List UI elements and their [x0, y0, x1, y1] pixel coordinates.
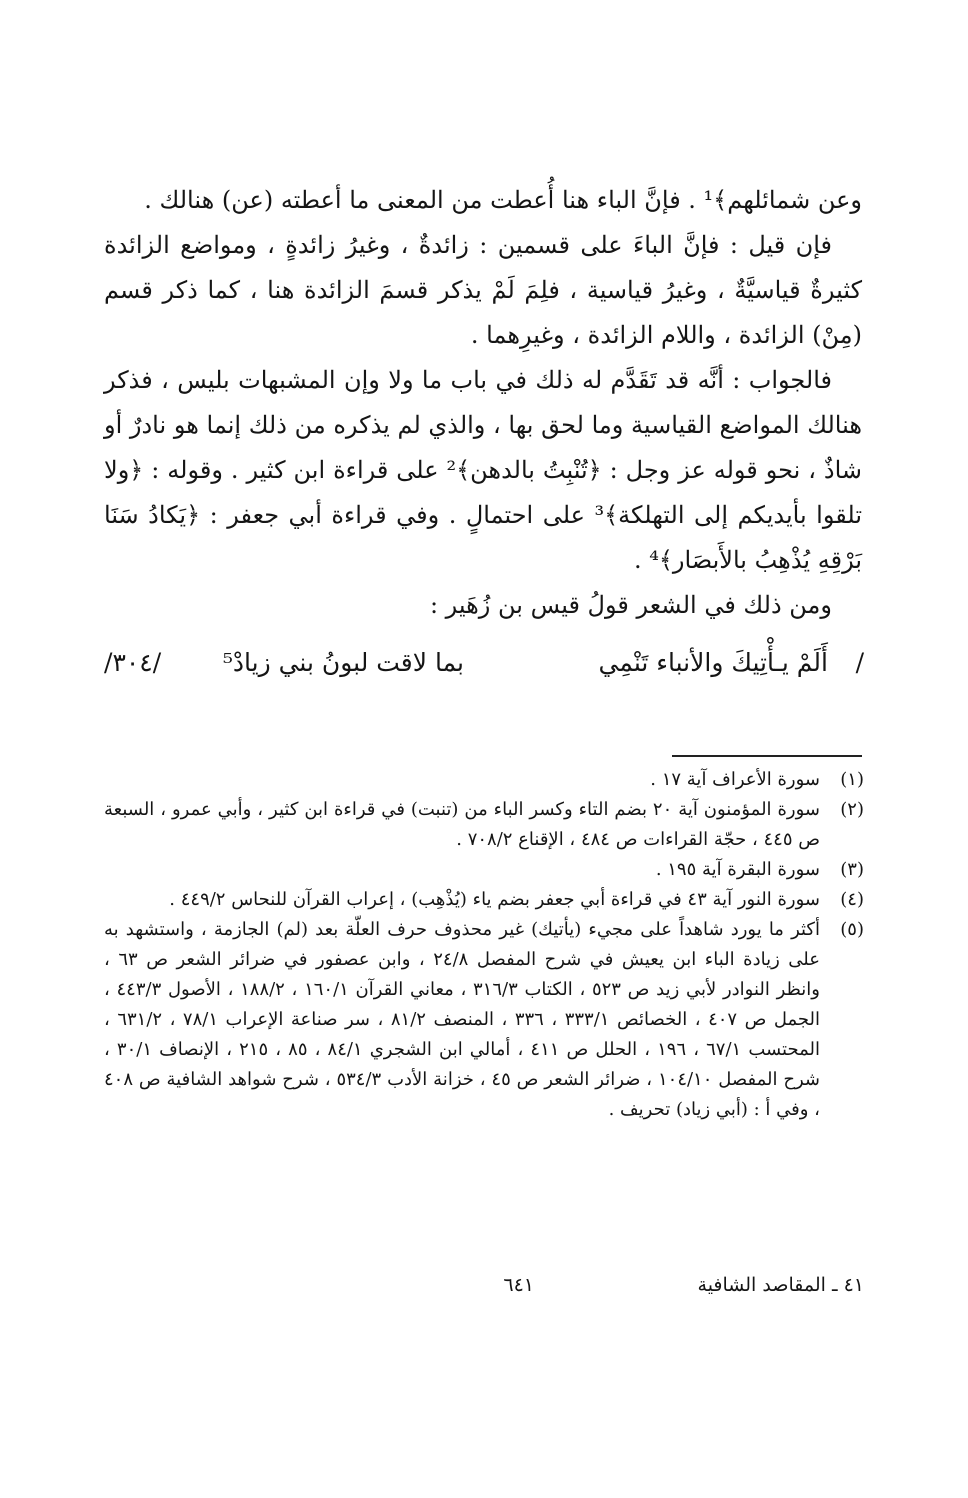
paragraph-objection: فإن قيل : فإنَّ الباءَ على قسمين : زائدةٌ ، وغيرُ زائدةٍ ، ومواضع الزائدة كثيرةٌ قياسيَّةٌ ، وغيرُ قياسية ، فلِمَ لَمْ يذكر قسمَ الزائدة هنا ، كما ذكر قسم (مِنْ) الزائدة ، واللام الزائدة ، وغيرِهما .: [104, 231, 862, 349]
footnote-number: (٥): [840, 919, 864, 940]
footnote: [104, 855, 864, 885]
manuscript-page-reference: /٣٠٤/: [104, 648, 162, 677]
poem-hemistich-first: أَلَمْ يـأْتِيكَ والأنباء تَنْمِي: [598, 648, 828, 677]
poem-line: [104, 648, 864, 692]
paragraph-answer: فالجواب : أنَّه قد تَقَدَّم له ذلك في باب ما ولا وإن المشبهات بليس ، فذكر هنالك المواضع القياسية وما لحق بها ، والذي لم يذكره من ذلك إنما هو نادرٌ أو شاذٌ ، نحو قوله عز وجل : ﴿تُنْبِتُ بالدهن﴾² على قراءة ابن كثير . وقوله : ﴿ولا تلقوا بأيديكم إلى التهلكة﴾³ على احتمالٍ . وفي قراءة أبي جعفر : ﴿يَكادُ سَنَا بَرْقِهِ يُذْهِبُ بالأَبصَار﴾⁴ .: [104, 366, 862, 574]
paragraph-continuation: وعن شمائلهم﴾¹ . فإنَّ الباء هنا أُعطت من المعنى ما أعطته (عن) هنالك .: [144, 186, 862, 214]
footnote-divider: [672, 755, 862, 757]
paragraph-poetry-intro: ومن ذلك في الشعر قولُ قيس بن زُهَير :: [429, 591, 832, 619]
footnote-text: أكثر ما يورد شاهداً على مجيء (يأتيك) غير محذوف حرف العلّة بعد (لم) الجازمة ، واستشهد به على زيادة الباء ابن يعيش في شرح المفصل ٢٤/٨ ، وابن عصفور في ضرائر الشعر ص ٦٣ ، وانظر النوادر لأبي زيد ص ٥٢٣ ، الكتاب ٣١٦/٣ ، معاني القرآن ١٦٠/١ ، ١٨٨/٢ ، الأصول ٤٤٣/٣ ، الجمل ص ٤٠٧ ، الخصائص ٣٣٣/١ ، ٣٣٦ ، المنصف ٨١/٢ ، سر صناعة الإعراب ٧٨/١ ، ٦٣١/٢ ، المحتسب ٦٧/١ ، ١٩٦ ، الحلل ص ٤١١ ، أمالي ابن الشجري ٨٤/١ ، ٨٥ ، ٢١٥ ، الإنصاف ٣٠/١ ، شرح المفصل ١٠٤/١٠ ، ضرائر الشعر ص ٤٥ ، خزانة الأدب ٥٣٤/٣ ، شرح شواهد الشافية ص ٤٠٨ ، وفي أ : (أبي زياد) تحريف .: [104, 919, 821, 1120]
footnote-number: (٣): [840, 859, 864, 880]
page-footer: [104, 1274, 864, 1304]
footnote-text: سورة الأعراف آية ١٧ .: [650, 769, 820, 790]
footnote-number: (١): [840, 769, 864, 790]
footnote-text: سورة المؤمنون آية ٢٠ بضم التاء وكسر الباء من (تنبت) في قراءة ابن كثير ، وأبي عمرو ، السبعة ص ٤٤٥ ، حجّة القراءات ص ٤٨٤ ، الإقناع ٧٠٨/٢ .: [104, 799, 820, 850]
footnotes: [104, 765, 864, 1125]
footnote: [104, 795, 864, 855]
page-number: ٦٤١: [503, 1274, 534, 1296]
footnote: [104, 885, 864, 915]
footnote-number: (٢): [840, 799, 864, 820]
footer-book-title: ٤١ ـ المقاصد الشافية: [697, 1274, 864, 1296]
footnote-number: (٤): [840, 889, 864, 910]
poem-slash: /: [855, 648, 864, 677]
footnote-text: سورة النور آية ٤٣ في قراءة أبي جعفر بضم ياء (يُذْهِب) ، إعراب القرآن للنحاس ٤٤٩/٢ .: [169, 889, 820, 910]
footnote: [104, 765, 864, 795]
footnote: [104, 915, 864, 1125]
main-text: [104, 178, 862, 628]
poem-hemistich-second: بما لاقت لبونُ بني زيادْ⁵: [222, 648, 464, 677]
footnote-text: سورة البقرة آية ١٩٥ .: [655, 859, 820, 880]
